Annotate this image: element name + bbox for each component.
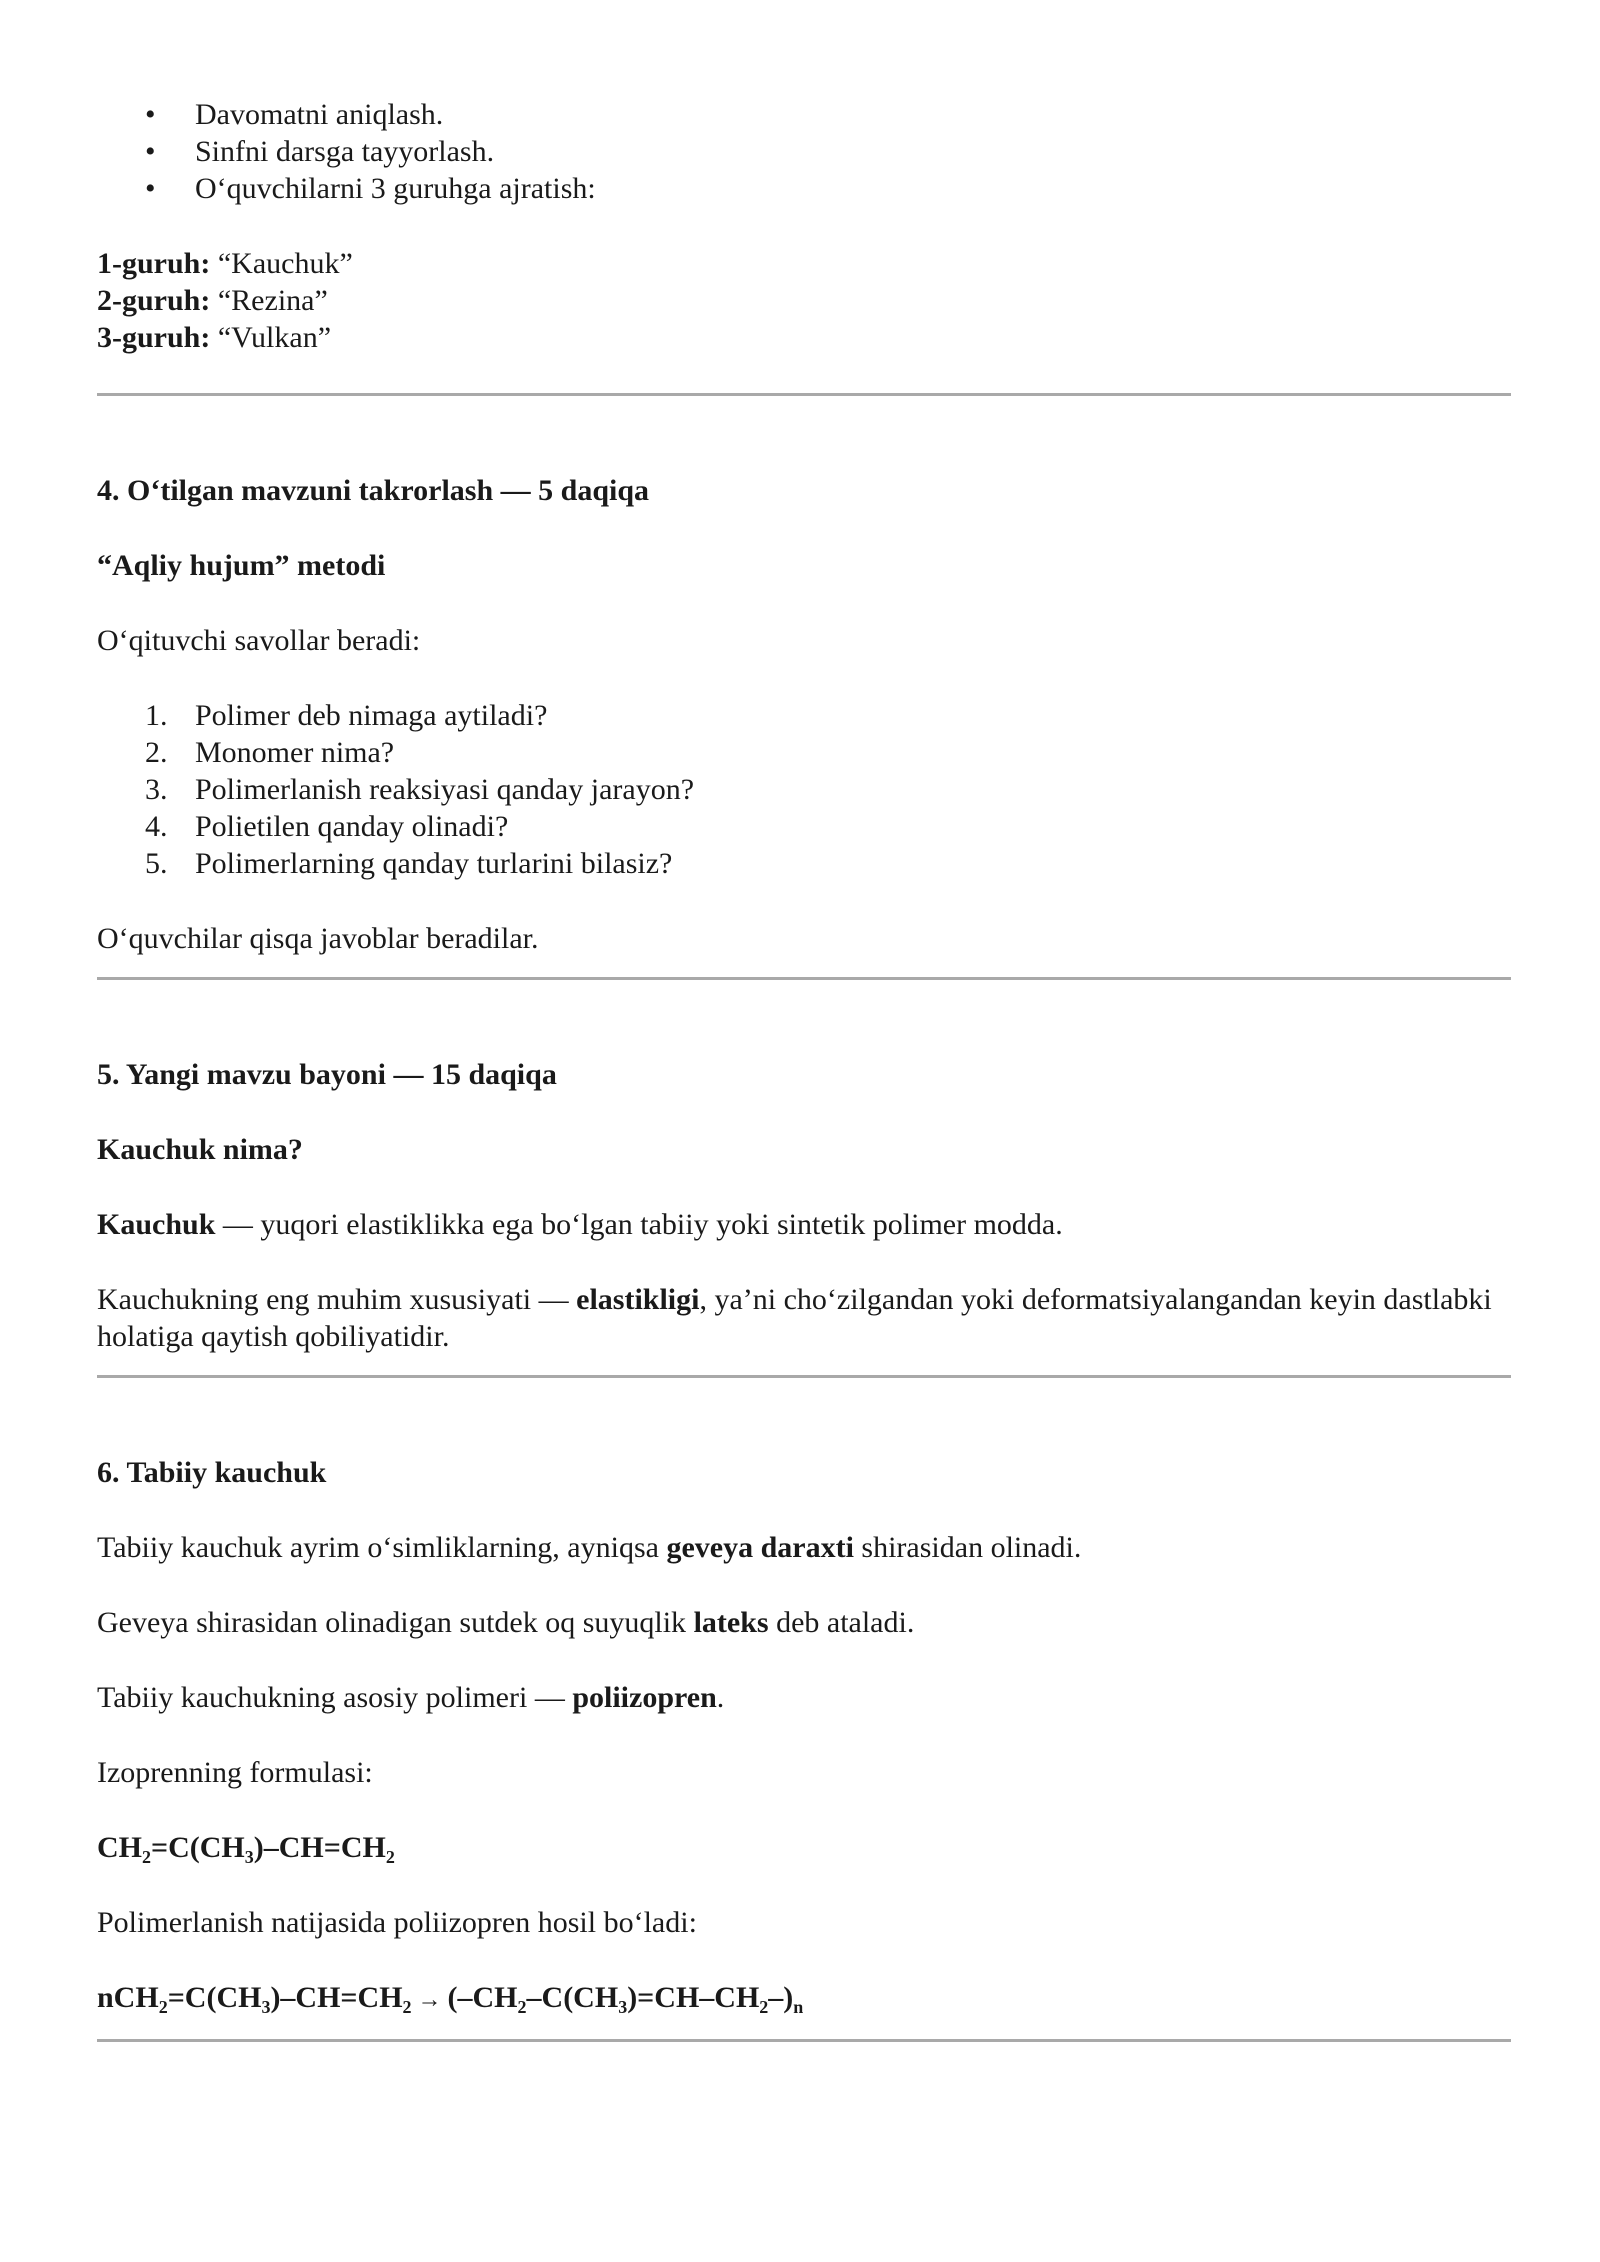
teacher-intro: O‘qituvchi savollar beradi: bbox=[97, 624, 421, 657]
latex-paragraph: Geveya shirasidan olinadigan sutdek oq suyuqlik lateks deb ataladi. bbox=[97, 1606, 915, 1639]
list-item: • O‘quvchilarni 3 guruhga ajratish: bbox=[145, 172, 596, 205]
polymerization-reaction: $nCH_2=C(CH_3)-CH=CH_2 \to (-CH_2-C(CH_3)=CH-CH_2-)_n$ bbox=[97, 1981, 804, 2018]
elasticity-paragraph: Kauchukning eng muhim xususiyati — elastikligi, ya’ni cho‘zilgandan yoki deformatsiyalangandan keyin dastlabki holatiga qaytish qobiliyatidir. bbox=[97, 1283, 1492, 1353]
section-4-heading: 4. O‘tilgan mavzuni takrorlash — 5 daqiqa bbox=[97, 474, 650, 507]
method-heading: “Aqliy hujum” metodi bbox=[97, 549, 386, 582]
list-item: 2. Monomer nima? bbox=[145, 736, 395, 769]
section-6-heading: 6. Tabiiy kauchuk bbox=[97, 1456, 327, 1489]
document-page bbox=[97, 96, 1511, 2042]
section-5-heading: 5. Yangi mavzu bayoni — 15 daqiqa bbox=[97, 1058, 557, 1091]
students-answer: O‘quvchilar qisqa javoblar beradilar. bbox=[97, 922, 539, 955]
list-item: 5. Polimerlarning qanday turlarini bilasiz? bbox=[145, 847, 673, 880]
kauchuk-question-heading: Kauchuk nima? bbox=[97, 1133, 303, 1166]
group-list bbox=[97, 245, 1511, 356]
formula-intro: Izoprenning formulasi: bbox=[97, 1756, 373, 1789]
group-line: 2-guruh: “Rezina” bbox=[97, 284, 328, 317]
list-item: 1. Polimer deb nimaga aytiladi? bbox=[145, 699, 548, 732]
kauchuk-definition: Kauchuk — yuqori elastiklikka ega bo‘lgan tabiiy yoki sintetik polimer modda. bbox=[97, 1208, 1063, 1241]
polyisoprene-paragraph: Tabiiy kauchukning asosiy polimeri — poliizopren. bbox=[97, 1681, 725, 1714]
isoprene-formula: $CH_2=C(CH_3)-CH=CH_2$ bbox=[97, 1831, 395, 1868]
group-line: 3-guruh: “Vulkan” bbox=[97, 321, 332, 354]
question-list bbox=[97, 697, 1511, 882]
list-item: • Sinfni darsga tayyorlash. bbox=[145, 135, 495, 168]
list-item: 4. Polietilen qanday olinadi? bbox=[145, 810, 509, 843]
bullet-icon: • bbox=[145, 98, 156, 131]
section-divider bbox=[97, 2039, 1511, 2042]
reaction-intro: Polimerlanish natijasida poliizopren hosil bo‘ladi: bbox=[97, 1906, 697, 1939]
list-item: • Davomatni aniqlash. bbox=[145, 98, 444, 131]
natural-rubber-source: Tabiiy kauchuk ayrim o‘simliklarning, ayniqsa geveya daraxti shirasidan olinadi. bbox=[97, 1531, 1082, 1564]
intro-bullet-list bbox=[97, 96, 1511, 207]
group-line: 1-guruh: “Kauchuk” bbox=[97, 247, 353, 280]
list-item: 3. Polimerlanish reaksiyasi qanday jarayon? bbox=[145, 773, 695, 806]
reaction-arrow-icon: → bbox=[411, 1987, 448, 2013]
bullet-icon: • bbox=[145, 135, 156, 168]
bullet-icon: • bbox=[145, 172, 156, 205]
